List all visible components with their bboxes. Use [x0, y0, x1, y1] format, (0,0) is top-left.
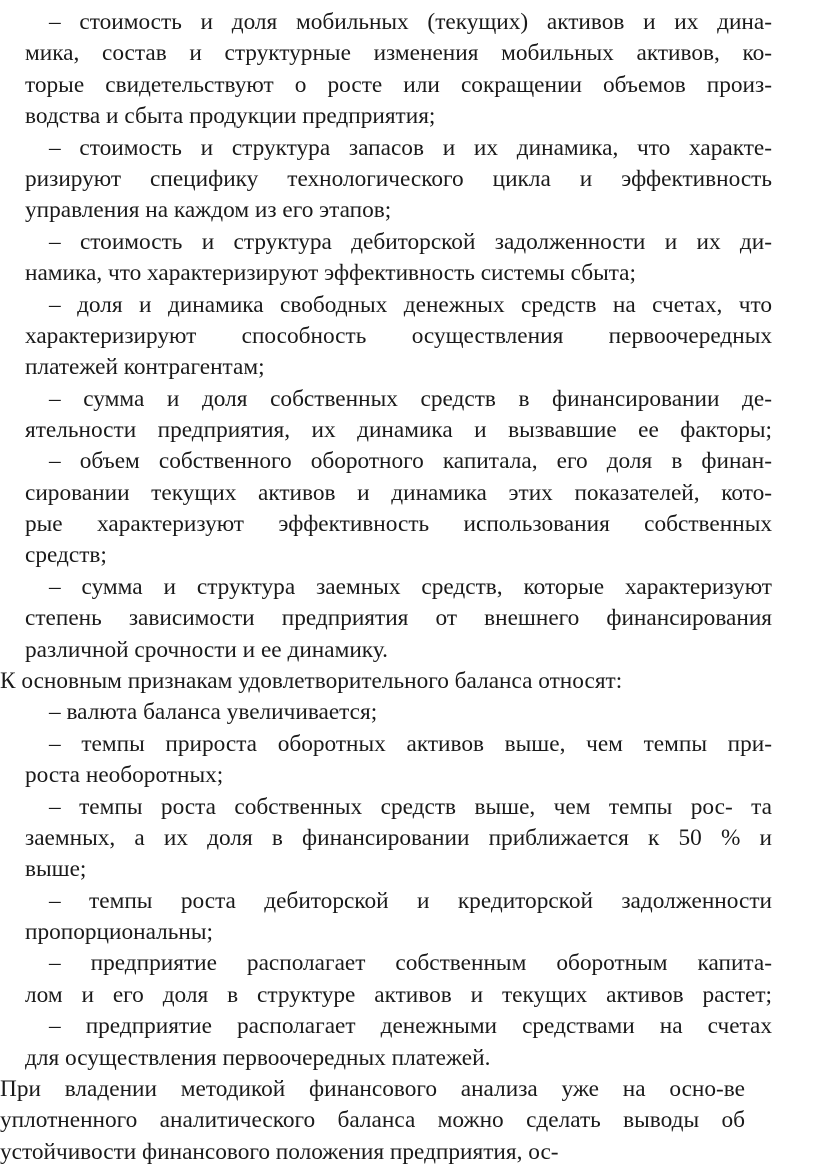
text-line: мика, состав и структурные изменения мобильных активов, ко- — [25, 40, 772, 66]
text-line: степень зависимости предприятия от внешнего финансирования — [25, 605, 772, 631]
text-line: – предприятие располагает денежными средствами на счетах — [49, 1013, 772, 1039]
text-line: – объем собственного оборотного капитала, его доля в финан- — [49, 448, 772, 474]
text-line: ятельности предприятия, их динамика и вызвавшие ее факторы; — [25, 417, 772, 443]
text-line: – доля и динамика свободных денежных средств на счетах, что — [49, 292, 772, 318]
text-line: рые характеризуют эффективность использования собственных — [25, 511, 772, 537]
text-line: роста необоротных; — [25, 762, 224, 788]
text-line: При владении методикой финансового анализа уже на осно-ве — [0, 1076, 745, 1102]
text-line: различной срочности и ее динамику. — [25, 637, 388, 663]
text-line: устойчивости финансового положения предприятия, ос- — [0, 1139, 559, 1165]
text-line: заемных, а их доля в финансировании приближается к 50 % и — [25, 825, 772, 851]
text-line: лом и его доля в структуре активов и текущих активов растет; — [25, 982, 772, 1008]
text-line: платежей контрагентам; — [25, 354, 265, 380]
text-line: выше; — [25, 856, 87, 882]
text-line: – стоимость и доля мобильных (текущих) активов и их дина- — [49, 9, 772, 35]
text-line: – сумма и структура заемных средств, которые характеризуют — [49, 574, 772, 600]
text-line: – стоимость и структура дебиторской задолженности и их ди- — [49, 229, 772, 255]
text-line: сировании текущих активов и динамика этих показателей, кото- — [25, 480, 772, 506]
text-line: характеризируют способность осуществления первоочередных — [25, 323, 772, 349]
text-line: – сумма и доля собственных средств в финансировании де- — [49, 386, 772, 412]
text-line: уплотненного аналитического баланса можно сделать выводы об — [0, 1107, 745, 1133]
text-line: намика, что характеризируют эффективность системы сбыта; — [25, 260, 636, 286]
text-line: пропорциональны; — [25, 919, 213, 945]
text-line: – темпы роста собственных средств выше, чем темпы рос- та — [49, 794, 772, 820]
text-line: управления на каждом из его этапов; — [25, 197, 392, 223]
text-line: для осуществления первоочередных платежей. — [25, 1045, 491, 1071]
text-line: – предприятие располагает собственным оборотным капита- — [49, 950, 772, 976]
text-line: ризируют специфику технологического цикла и эффективность — [25, 166, 772, 192]
text-line: – темпы роста дебиторской и кредиторской задолженности — [49, 888, 772, 914]
text-line: торые свидетельствуют о росте или сокращении объемов произ- — [25, 72, 772, 98]
text-line: – стоимость и структура запасов и их динамика, что характе- — [49, 135, 772, 161]
text-line: – валюта баланса увеличивается; — [49, 699, 378, 725]
text-line: К основным признакам удовлетворительного баланса относят: — [0, 668, 623, 694]
text-line: средств; — [25, 542, 107, 568]
text-line: водства и сбыта продукции предприятия; — [25, 103, 436, 129]
text-line: – темпы прироста оборотных активов выше, чем темпы при- — [49, 731, 772, 757]
